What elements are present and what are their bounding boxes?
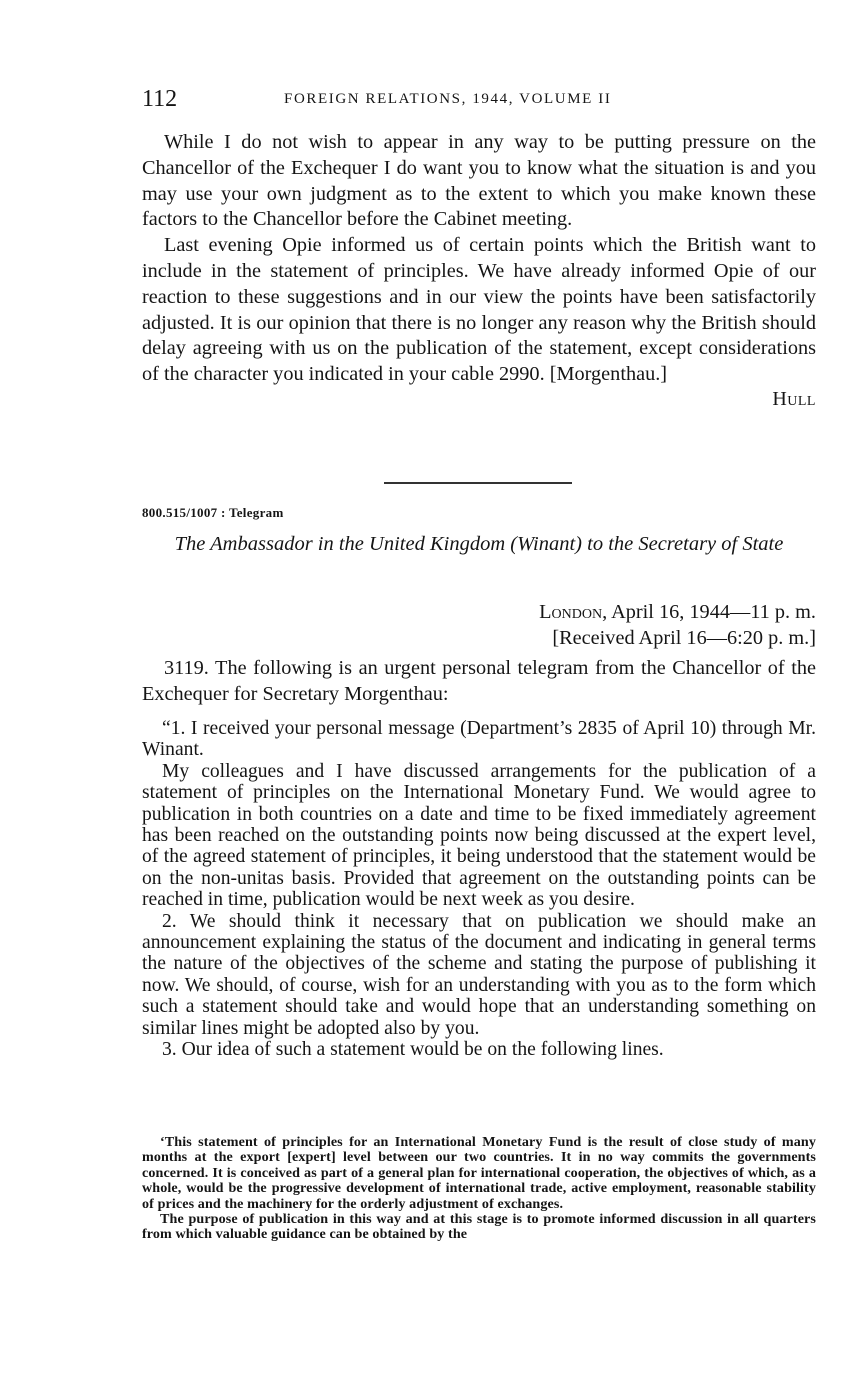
paragraph: ‘This statement of principles for an International Monetary Fund is the result of close study of many months at the export [expert] level between our two countries. It in no way commits the governments concerned. It is conceived as part of a general plan for international cooperation, the objectives of which, as a whole, would be the progressive development of international trade, active employment, reasonable stability of prices and the machinery for the orderly adjustment of exchanges. <box>142 1134 816 1212</box>
running-title: FOREIGN RELATIONS, 1944, VOLUME II <box>284 91 612 107</box>
page-number: 112 <box>142 86 178 112</box>
telegram-intro <box>142 656 816 708</box>
section-divider <box>384 482 572 484</box>
proposed-statement <box>142 1135 816 1243</box>
paragraph: My colleagues and I have discussed arrangements for the publication of a statement of principles on the International Monetary Fund. We would agree to publication in both countries on a date and time to be fixed immediately agreement has been reached on the outstanding points now being discussed at the expert level, of the agreed statement of principles, it being understood that the statement would be on the non-unitas basis. Provided that agreement on the outstanding points can be reached in time, publication would be next week as you desire. <box>142 760 816 911</box>
received-line: [Received April 16—6:20 p. m.] <box>552 627 816 649</box>
dateline <box>539 600 816 626</box>
paragraph: 3119. The following is an urgent personal telegram from the Chancellor of the Exchequer for Secretary Morgenthau: <box>142 657 816 705</box>
running-head <box>142 86 822 116</box>
dateline-date: , April 16, 1944—11 p. m. <box>602 601 816 623</box>
file-reference: 800.515/1007 : Telegram <box>142 505 284 520</box>
paragraph: The purpose of publication in this way and at this stage is to promote informed discussion in all quarters from which valuable guidance can be obtained by the <box>142 1211 816 1243</box>
signature: Hull <box>772 387 816 410</box>
paragraph: 2. We should think it necessary that on publication we should make an announcement explaining the status of the document and indicating in general terms the nature of the objectives of the scheme and stating the purpose of publishing it now. We should, of course, wish for an understanding with you as to the form which such a statement should take and would hope that an understanding something on similar lines might be adopted also by you. <box>142 910 816 1039</box>
paragraph: Last evening Opie informed us of certain points which the British want to include in the statement of principles. We have already informed Opie of our reaction to these suggestions and in our view the points have been satisfactorily adjusted. It is our opinion that there is no longer any reason why the British should delay agreeing with us on the publication of the statement, except considerations of the character you indicated in your cable 2990. [Morgenthau.] <box>142 234 816 386</box>
paragraph: 3. Our idea of such a statement would be on the following lines. <box>162 1039 664 1061</box>
previous-document-body <box>142 130 816 411</box>
paragraph: “1. I received your personal message (Department’s 2835 of April 10) through Mr. Winant. <box>142 718 816 761</box>
dateline-place: London <box>539 601 603 623</box>
document-heading: The Ambassador in the United Kingdom (Winant) to the Secretary of State <box>174 533 784 555</box>
quoted-message <box>142 718 816 1061</box>
paragraph: While I do not wish to appear in any way to be putting pressure on the Chancellor of the Exchequer I do want you to know what the situation is and you may use your own judgment as to the extent to which you make known these factors to the Chancellor before the Cabinet meeting. <box>142 131 816 231</box>
